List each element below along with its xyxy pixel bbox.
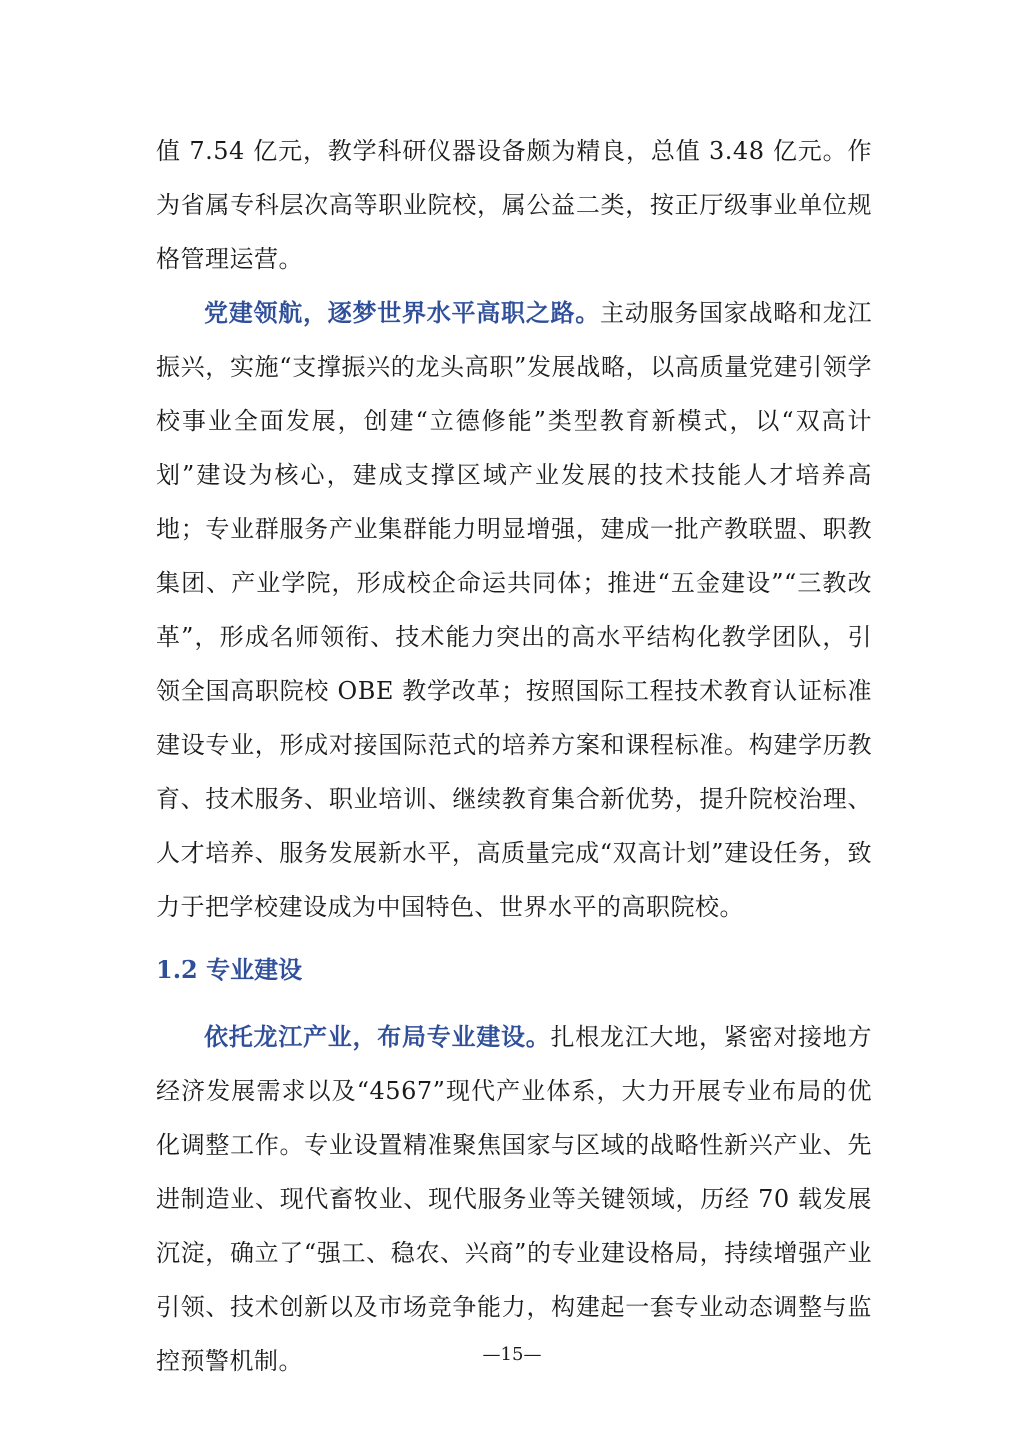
section-heading: 1.2 专业建设	[156, 955, 303, 984]
paragraph-intro-continuation: 值 7.54 亿元，教学科研仪器设备颇为精良，总值 3.48 亿元。作为省属专科层次高等职业院校，属公益二类，按正厅级事业单位规格管理运营。	[156, 137, 872, 273]
paragraph-specialty-construction	[156, 1010, 872, 1388]
paragraph-body-party-building: 主动服务国家战略和龙江振兴，实施“支撑振兴的龙头高职”发展战略，以高质量党建引领学校事业全面发展，创建“立德修能”类型教育新模式，以“双高计划”建设为核心，建成支撑区域产业发展的技术技能人才培养高地；专业群服务产业集群能力明显增强，建成一批产教联盟、职教集团、产业学院，形成校企命运共同体；推进“五金建设”“三教改革”，形成名师领衔、技术能力突出的高水平结构化教学团队，引领全国高职院校 OBE 教学改革；按照国际工程技术教育认证标准建设专业，形成对接国际范式的培养方案和课程标准。构建学历教育、技术服务、职业培训、继续教育集合新优势，提升院校治理、人才培养、服务发展新水平，高质量完成“双高计划”建设任务，致力于把学校建设成为中国特色、世界水平的高职院校。	[156, 299, 872, 921]
page-number: —15—	[482, 1344, 542, 1365]
paragraph-lead-party-building: 党建领航，逐梦世界水平高职之路。	[204, 298, 600, 327]
paragraph-lead-specialty: 依托龙江产业，布局专业建设。	[204, 1022, 551, 1051]
paragraph-party-building	[156, 286, 872, 934]
paragraph-body-specialty: 扎根龙江大地，紧密对接地方经济发展需求以及“4567”现代产业体系，大力开展专业布局的优化调整工作。专业设置精准聚焦国家与区域的战略性新兴产业、先进制造业、现代畜牧业、现代服务业等关键领域，历经 70 载发展沉淀，确立了“强工、稳农、兴商”的专业建设格局，持续增强产业引领、技术创新以及市场竞争能力，构建起一套专业动态调整与监控预警机制。	[156, 1023, 872, 1375]
